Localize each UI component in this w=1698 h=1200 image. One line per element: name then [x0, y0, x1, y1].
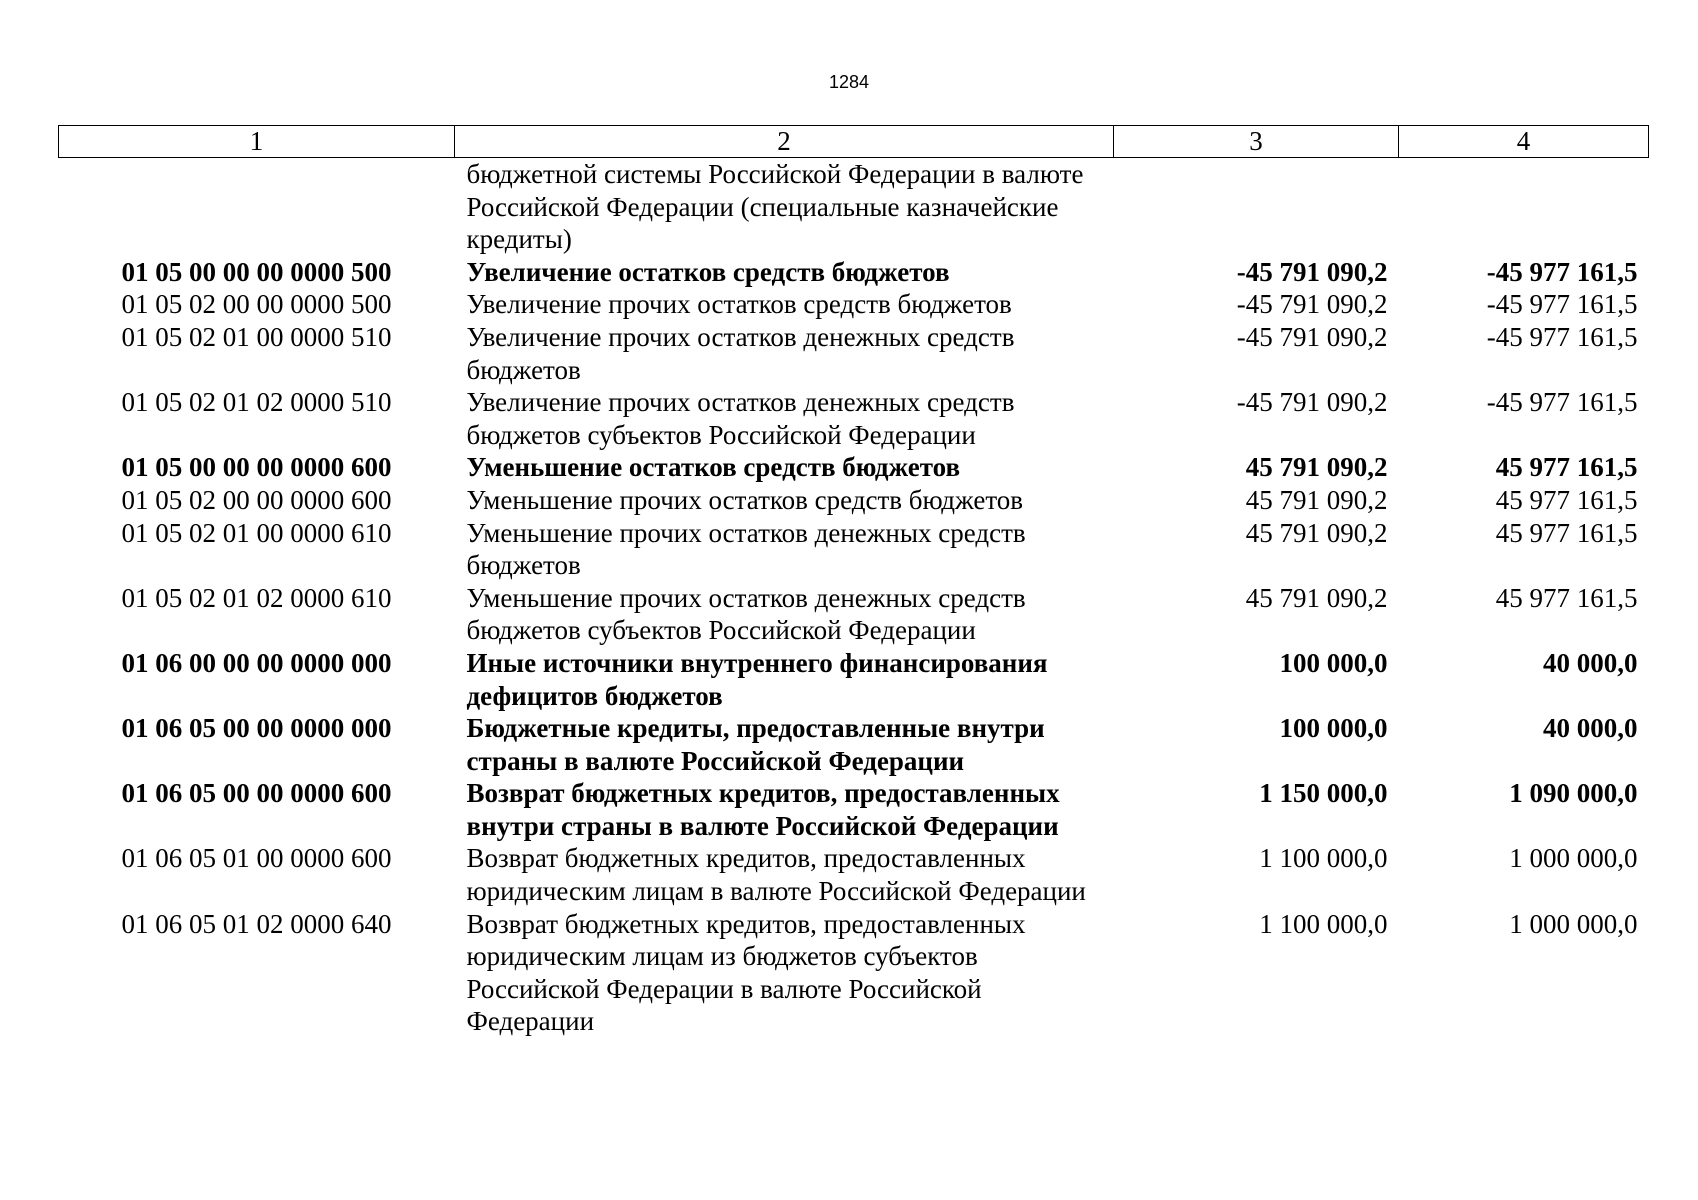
row-name: Возврат бюджетных кредитов, предоставленных внутри страны в валюте Российской Федерации: [466, 778, 1060, 841]
row-value-col4: 40 000,0: [1543, 713, 1638, 744]
row-code: 01 06 05 01 02 0000 640: [121, 908, 392, 939]
table-row: [59, 517, 1649, 582]
row-code: 01 06 05 00 00 0000 000: [121, 713, 392, 744]
row-value-col3: [1114, 158, 1399, 256]
row-value-col3: 1 100 000,0: [1259, 908, 1388, 939]
row-code: 01 05 02 01 00 0000 610: [121, 517, 392, 548]
row-value-col3: -45 791 090,2: [1236, 387, 1388, 418]
table-row: [59, 712, 1649, 777]
table-row: [59, 321, 1649, 386]
row-value-col3: -45 791 090,2: [1236, 289, 1388, 320]
table-row: [59, 158, 1649, 256]
row-value-col4: -45 977 161,5: [1486, 387, 1638, 418]
row-value-col3: 45 791 090,2: [1245, 484, 1388, 515]
row-code: 01 05 02 00 00 0000 500: [121, 289, 392, 320]
row-name: Уменьшение остатков средств бюджетов: [466, 452, 961, 483]
row-name: Увеличение прочих остатков денежных средств бюджетов субъектов Российской Федерации: [466, 387, 1015, 450]
row-value-col4: 1 000 000,0: [1509, 908, 1638, 939]
row-code: [59, 158, 455, 256]
table-row: [59, 288, 1649, 321]
row-name: Бюджетные кредиты, предоставленные внутри страны в валюте Российской Федерации: [466, 713, 1045, 776]
row-name: Увеличение прочих остатков денежных средств бюджетов: [466, 321, 1015, 385]
row-code: 01 06 05 00 00 0000 600: [121, 778, 392, 809]
table-row: [59, 582, 1649, 647]
row-name: Увеличение прочих остатков средств бюджетов: [466, 289, 1012, 320]
row-code: 01 05 02 01 00 0000 510: [121, 321, 392, 352]
row-name: Возврат бюджетных кредитов, предоставленных юридическим лицам в валюте Российской Федерации: [466, 843, 1086, 907]
row-value-col3: 100 000,0: [1279, 713, 1388, 744]
header-col-2: 2: [455, 126, 1114, 158]
row-value-col3: 1 100 000,0: [1259, 843, 1388, 874]
row-value-col3: -45 791 090,2: [1236, 256, 1388, 287]
row-code: 01 06 05 01 00 0000 600: [121, 843, 392, 874]
row-value-col3: -45 791 090,2: [1236, 321, 1388, 352]
row-name: Уменьшение прочих остатков денежных средств бюджетов: [466, 517, 1026, 581]
row-value-col4: -45 977 161,5: [1486, 289, 1638, 320]
row-value-col3: 100 000,0: [1279, 647, 1388, 678]
table-row: [59, 647, 1649, 712]
table-row: [59, 777, 1649, 842]
row-value-col4: 45 977 161,5: [1495, 484, 1638, 515]
row-value-col4: 45 977 161,5: [1495, 452, 1638, 483]
row-code: 01 06 00 00 00 0000 000: [121, 647, 392, 678]
budget-sources-table: [58, 125, 1649, 1038]
row-code: 01 05 00 00 00 0000 600: [121, 452, 392, 483]
row-code: 01 05 02 01 02 0000 610: [121, 582, 392, 613]
row-code: 01 05 02 00 00 0000 600: [121, 484, 392, 515]
row-value-col4: 40 000,0: [1543, 647, 1638, 678]
row-value-col4: 45 977 161,5: [1495, 517, 1638, 548]
row-name: Уменьшение прочих остатков денежных средств бюджетов субъектов Российской Федерации: [466, 582, 1026, 646]
row-value-col4: 1 090 000,0: [1509, 778, 1638, 809]
row-code: 01 05 02 01 02 0000 510: [121, 387, 392, 418]
table-row: [59, 908, 1649, 1038]
row-code: 01 05 00 00 00 0000 500: [121, 256, 392, 287]
header-col-4: 4: [1399, 126, 1649, 158]
page-number: 1284: [828, 72, 870, 92]
row-value-col3: 45 791 090,2: [1245, 582, 1388, 613]
table-row: [59, 256, 1649, 289]
row-value-col3: 45 791 090,2: [1245, 452, 1388, 483]
row-value-col4: [1399, 158, 1649, 256]
table-row: [59, 386, 1649, 451]
row-value-col3: 45 791 090,2: [1245, 517, 1388, 548]
table-row: [59, 484, 1649, 517]
row-name: Уменьшение прочих остатков средств бюджетов: [466, 484, 1024, 515]
table-row: [59, 842, 1649, 907]
row-name: Иные источники внутреннего финансирования дефицитов бюджетов: [466, 647, 1048, 711]
header-col-1: 1: [59, 126, 455, 158]
row-value-col4: -45 977 161,5: [1486, 321, 1638, 352]
table-row: [59, 451, 1649, 484]
table-header: [59, 126, 1649, 158]
header-row: [59, 126, 1649, 158]
row-value-col4: 1 000 000,0: [1509, 843, 1638, 874]
row-value-col4: 45 977 161,5: [1495, 582, 1638, 613]
table-body: [59, 158, 1649, 1039]
row-name: Возврат бюджетных кредитов, предоставленных юридическим лицам из бюджетов субъектов Российской Федерации в валюте Российской Федерации: [466, 908, 1026, 1037]
row-value-col4: -45 977 161,5: [1486, 256, 1638, 287]
header-col-3: 3: [1114, 126, 1399, 158]
row-value-col3: 1 150 000,0: [1259, 778, 1388, 809]
row-name: Увеличение остатков средств бюджетов: [466, 256, 950, 287]
row-name: бюджетной системы Российской Федерации в валюте Российской Федерации (специальные казначейские кредиты): [466, 159, 1084, 255]
